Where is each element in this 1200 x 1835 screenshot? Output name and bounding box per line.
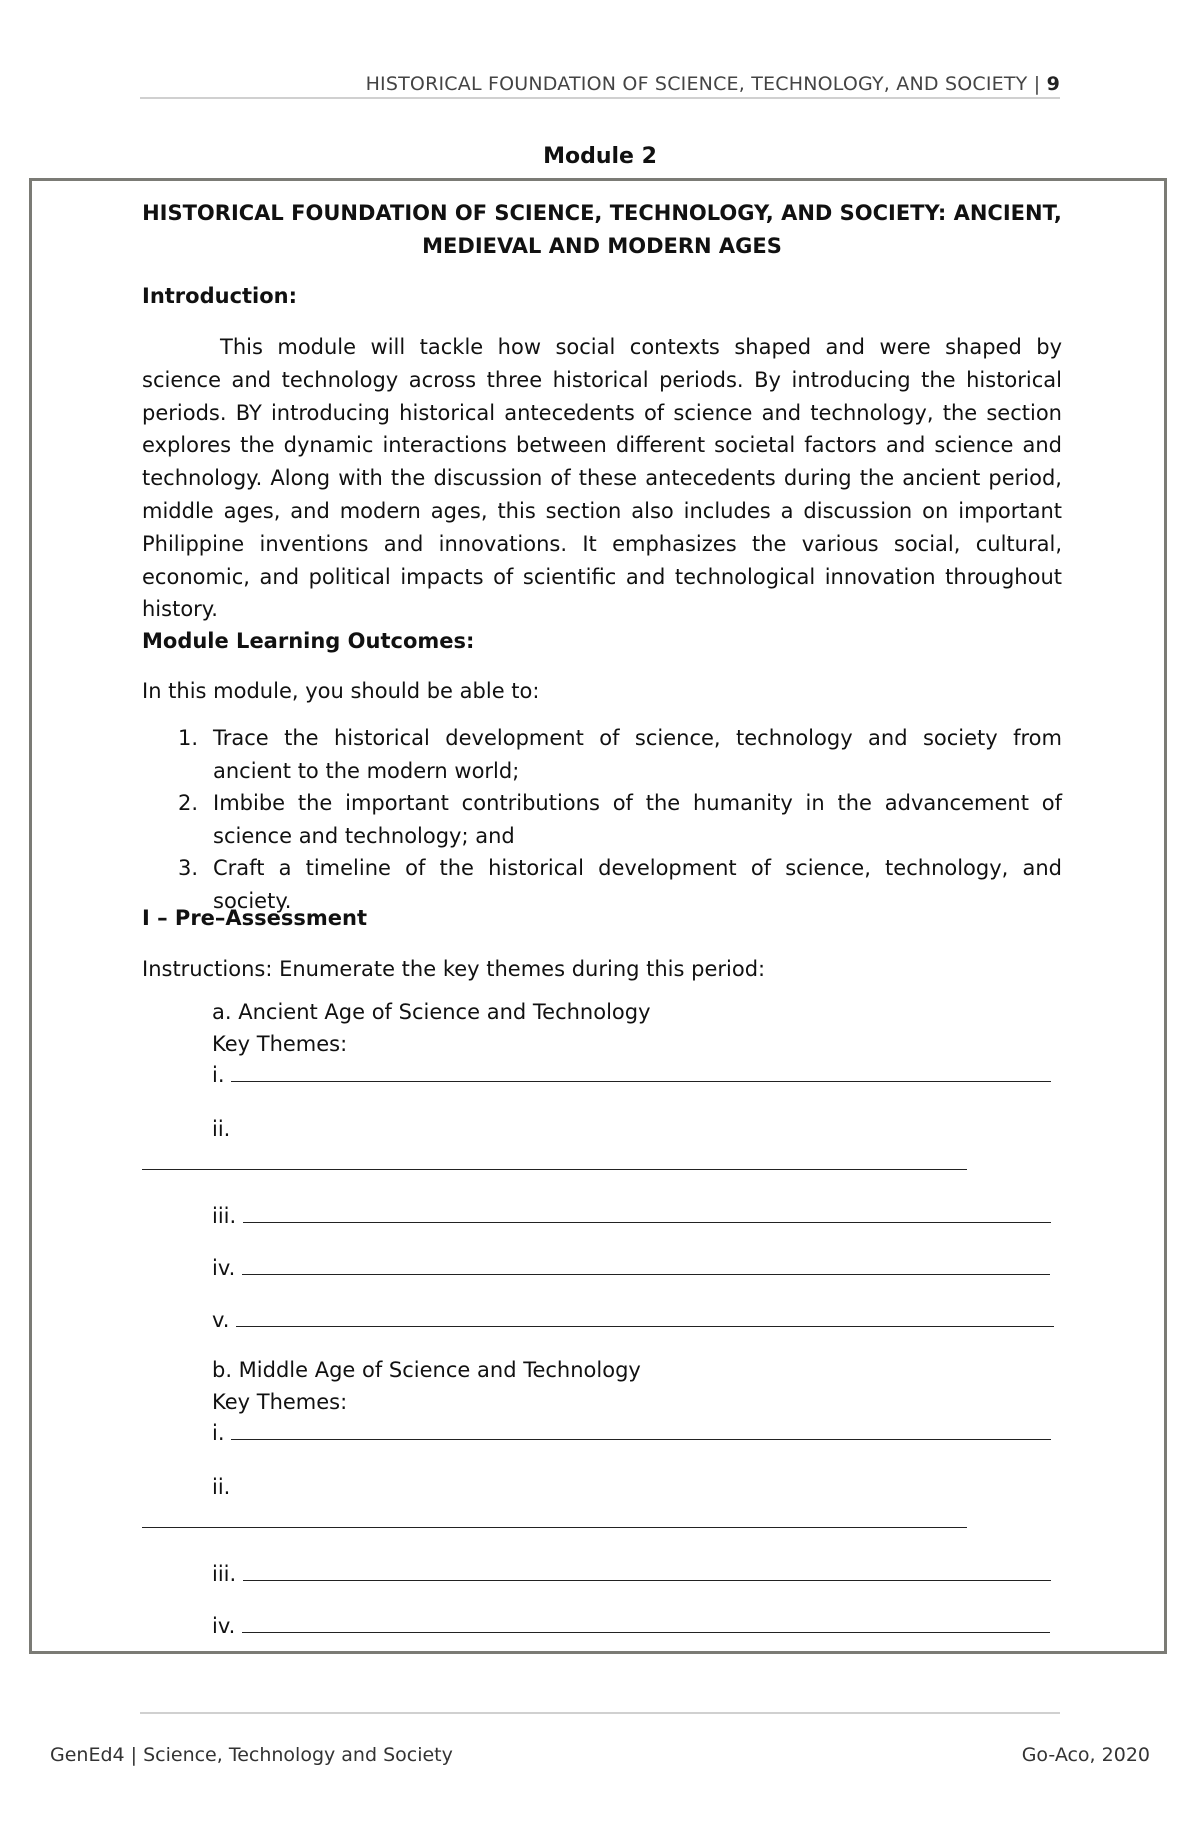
item-label: iii. — [212, 1204, 237, 1228]
outcome-number: 1. — [178, 726, 199, 750]
outcome-item — [178, 722, 1062, 787]
item-label: v. — [212, 1308, 230, 1332]
answer-blank[interactable] — [243, 1560, 1051, 1581]
outcome-text: Trace the historical development of science, technology and society from ancient to the modern world; — [213, 726, 1062, 783]
answer-blank[interactable] — [231, 1419, 1051, 1440]
page-title — [142, 197, 1062, 263]
item-label: ii. — [212, 1117, 231, 1141]
page-number: 9 — [1046, 73, 1060, 95]
answer-line — [212, 1612, 1050, 1640]
section-a-label: a. Ancient Age of Science and Technology — [212, 1000, 651, 1024]
outcomes-lead: In this module, you should be able to: — [142, 679, 540, 703]
outcome-number: 2. — [178, 791, 199, 815]
header-separator: | — [1027, 73, 1047, 95]
answer-blank[interactable] — [242, 1254, 1050, 1275]
answer-blank[interactable] — [142, 1149, 967, 1170]
header-title: HISTORICAL FOUNDATION OF SCIENCE, TECHNOLOGY, AND SOCIETY — [365, 73, 1028, 95]
pre-assessment-heading: I – Pre–Assessment — [142, 906, 368, 930]
answer-line — [212, 1560, 1051, 1588]
page-title-line-1: HISTORICAL FOUNDATION OF SCIENCE, TECHNOLOGY, AND SOCIETY: ANCIENT, — [142, 201, 1062, 225]
pre-assessment-instructions: Instructions: Enumerate the key themes during this period: — [142, 957, 766, 981]
answer-line-label — [212, 1115, 230, 1143]
answer-line — [212, 1419, 1051, 1447]
answer-line — [212, 1061, 1051, 1089]
section-b-key-themes-label: Key Themes: — [212, 1390, 348, 1414]
header-divider — [140, 97, 1060, 99]
answer-blank[interactable] — [242, 1612, 1050, 1633]
answer-line — [212, 1202, 1051, 1230]
outcomes-heading: Module Learning Outcomes: — [142, 629, 475, 653]
item-label: iii. — [212, 1562, 237, 1586]
answer-line-label — [212, 1473, 230, 1501]
answer-blank[interactable] — [243, 1202, 1051, 1223]
answer-line — [142, 1507, 967, 1535]
answer-blank[interactable] — [231, 1061, 1051, 1082]
footer-author-year: Go-Aco, 2020 — [1021, 1744, 1150, 1766]
answer-line — [212, 1254, 1050, 1282]
running-header — [140, 72, 1060, 96]
content-frame — [29, 178, 1167, 1654]
item-label: ii. — [212, 1475, 231, 1499]
module-label: Module 2 — [543, 144, 657, 169]
item-label: i. — [212, 1063, 225, 1087]
outcomes-list — [178, 722, 1062, 917]
answer-line — [212, 1306, 1054, 1334]
item-label: iv. — [212, 1256, 236, 1280]
outcome-item — [178, 787, 1062, 852]
item-label: i. — [212, 1421, 225, 1445]
footer-divider — [140, 1712, 1060, 1714]
answer-blank[interactable] — [236, 1306, 1054, 1327]
outcome-number: 3. — [178, 856, 199, 880]
answer-line — [142, 1149, 967, 1177]
item-label: iv. — [212, 1614, 236, 1638]
section-a-key-themes-label: Key Themes: — [212, 1032, 348, 1056]
introduction-paragraph: This module will tackle how social contexts shaped and were shaped by science and technology across three historical periods. By introducing the historical periods. BY introducing historical antecedents of science and technology, the section explores the dynamic interactions between different societal factors and science and technology. Along with the discussion of these antecedents during the ancient period, middle ages, and modern ages, this section also includes a discussion on important Philippine inventions and innovations. It emphasizes the various social, cultural, economic, and political impacts of scientific and technological innovation throughout history. — [142, 335, 1062, 622]
section-b-label: b. Middle Age of Science and Technology — [212, 1358, 641, 1382]
outcome-text: Imbibe the important contributions of the humanity in the advancement of science and technology; and — [213, 791, 1062, 848]
answer-blank[interactable] — [142, 1507, 967, 1528]
footer-course: GenEd4 | Science, Technology and Society — [50, 1744, 453, 1766]
introduction-heading: Introduction: — [142, 284, 298, 308]
page-title-line-2: MEDIEVAL AND MODERN AGES — [422, 234, 782, 258]
outcome-text: Craft a timeline of the historical development of science, technology, and society. — [213, 856, 1062, 913]
